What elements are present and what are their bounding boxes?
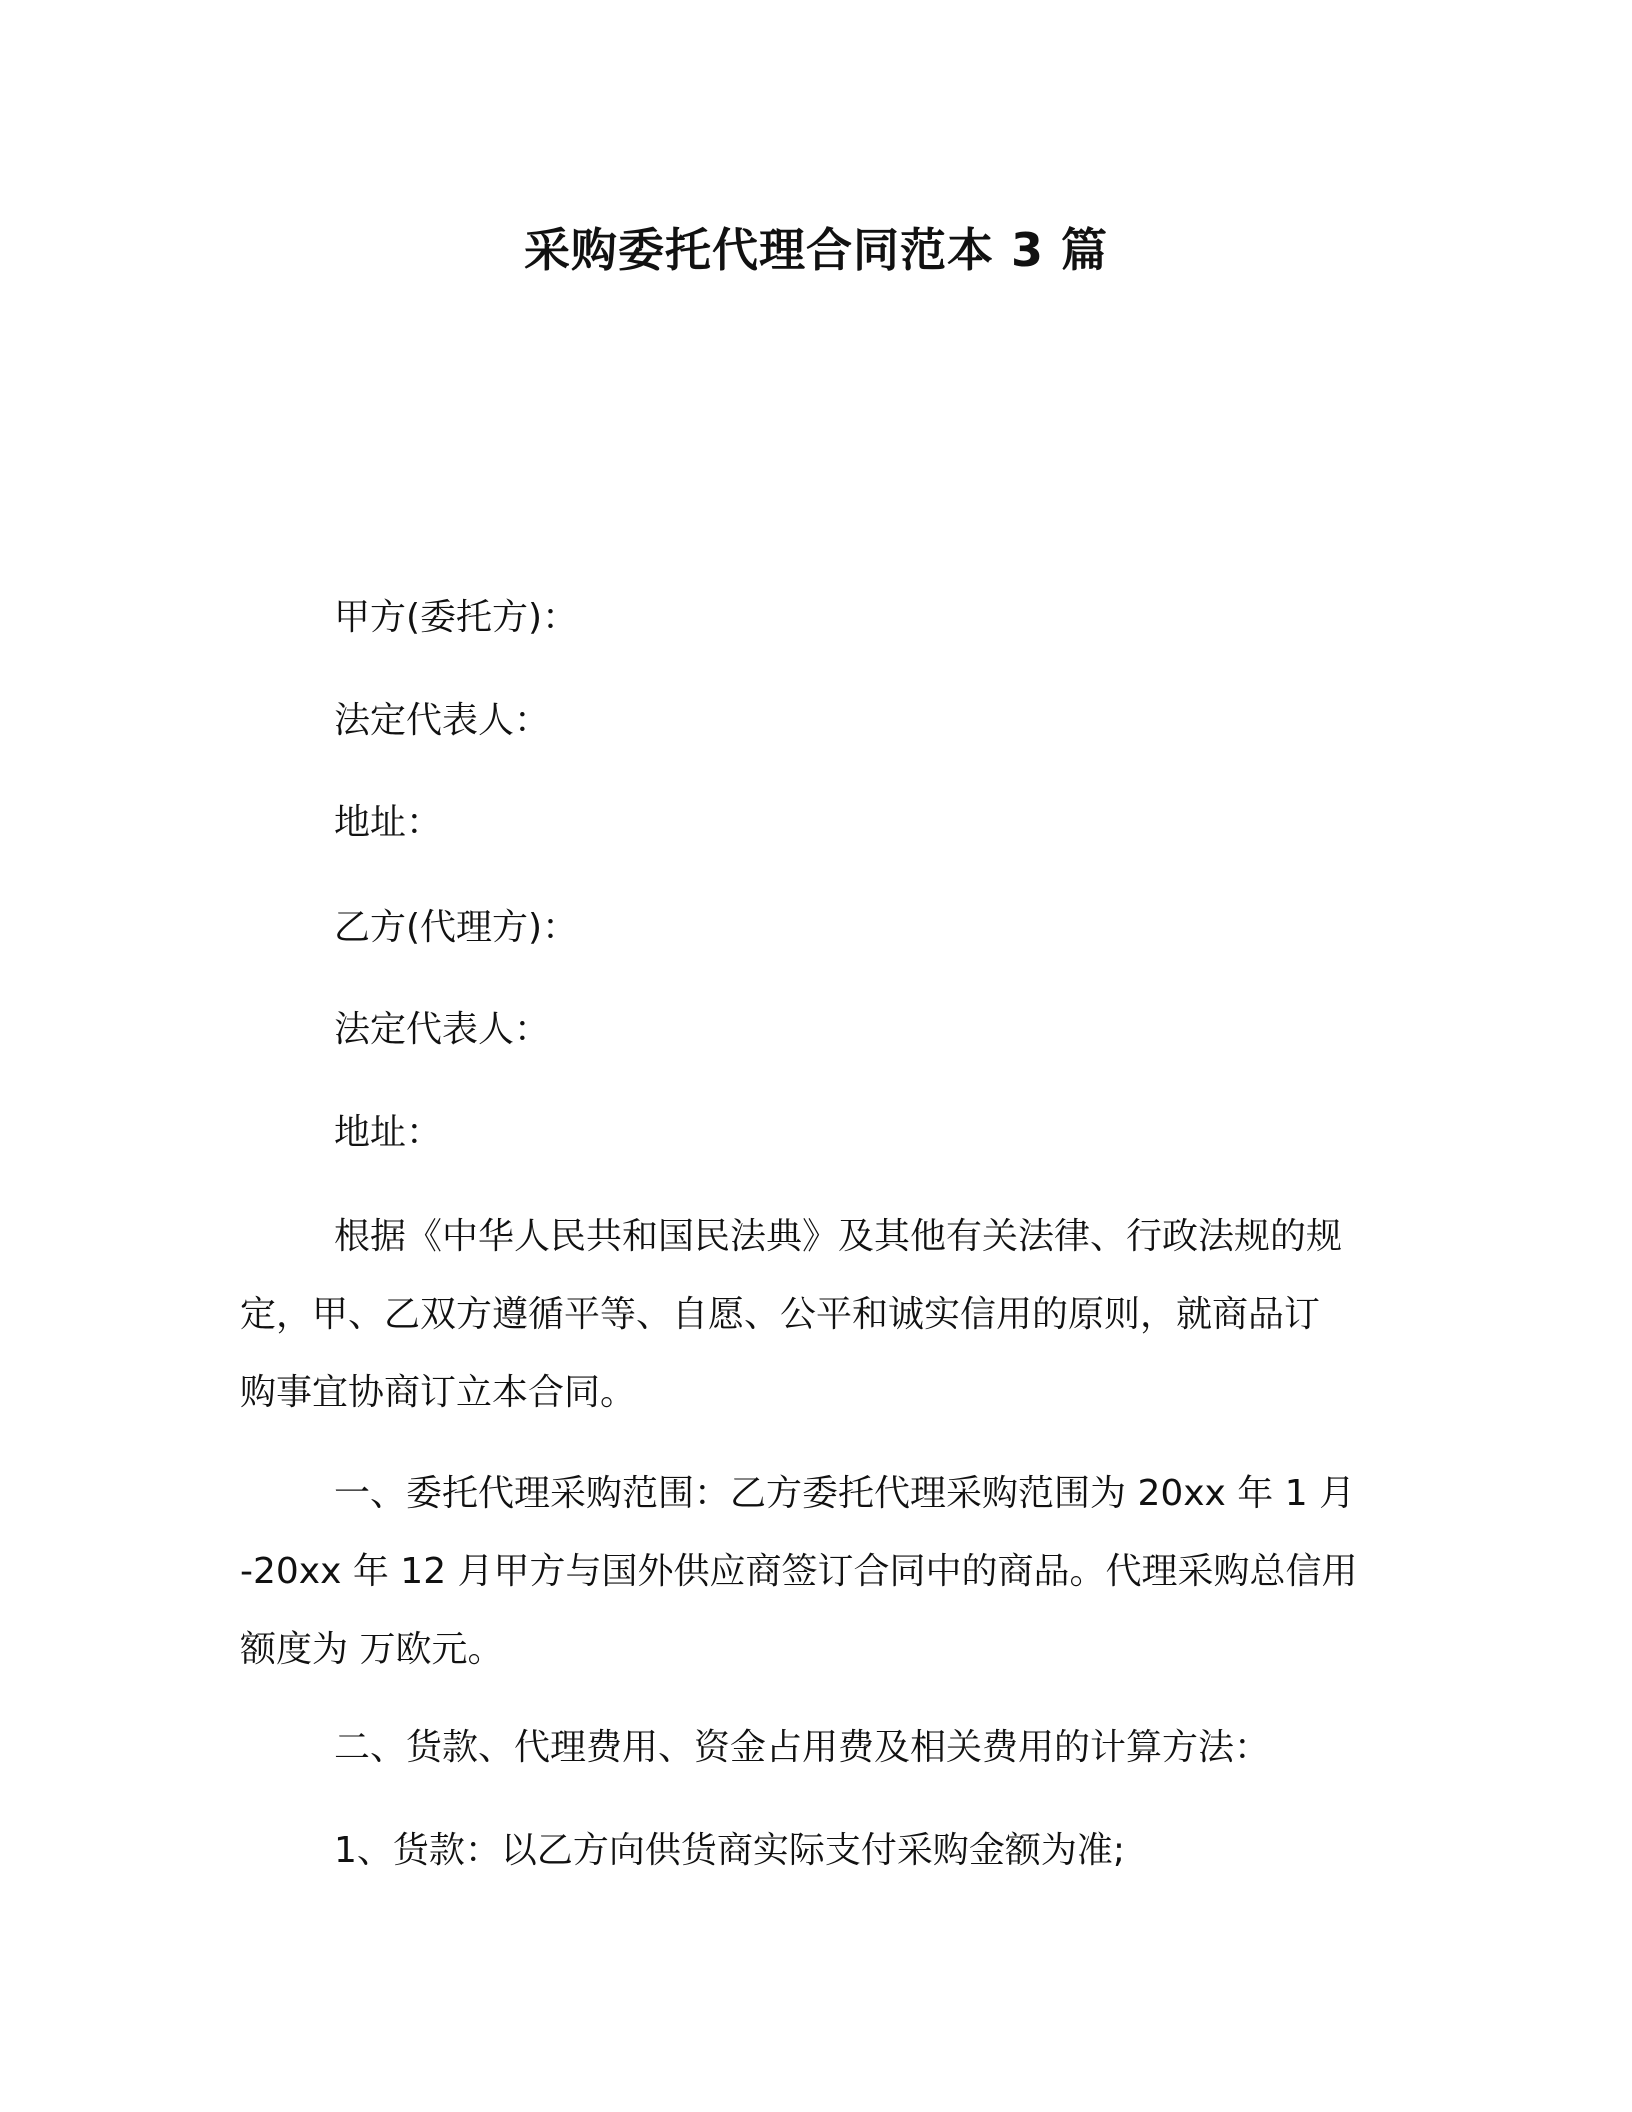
clause-1-line: 一、委托代理采购范围：乙方委托代理采购范围为 20xx 年 1 月 (334, 1473, 1356, 1514)
party-b-label: 乙方(代理方)： (334, 907, 579, 948)
document-title: 采购委托代理合同范本 3 篇 (523, 223, 1109, 277)
clause-1-line: 额度为 万欧元。 (240, 1629, 504, 1670)
party-a-label: 甲方(委托方)： (334, 597, 579, 638)
clause-2-heading: 二、货款、代理费用、资金占用费及相关费用的计算方法： (334, 1727, 1271, 1768)
preamble-line: 购事宜协商订立本合同。 (240, 1372, 637, 1413)
clause-1-paragraph (240, 1455, 1380, 1689)
clause-1-line: -20xx 年 12 月甲方与国外供应商签订合同中的商品。代理采购总信用 (240, 1551, 1358, 1592)
party-b-address: 地址： (334, 1112, 443, 1153)
preamble-paragraph (240, 1198, 1380, 1432)
preamble-line: 根据《中华人民共和国民法典》及其他有关法律、行政法规的规 (334, 1216, 1343, 1257)
party-a-representative: 法定代表人： (334, 700, 551, 741)
party-b-representative: 法定代表人： (334, 1009, 551, 1050)
clause-2-item-1: 1、货款：以乙方向供货商实际支付采购金额为准; (334, 1830, 1126, 1871)
party-a-address: 地址： (334, 802, 443, 843)
preamble-line: 定，甲、乙双方遵循平等、自愿、公平和诚实信用的原则，就商品订 (240, 1294, 1321, 1335)
